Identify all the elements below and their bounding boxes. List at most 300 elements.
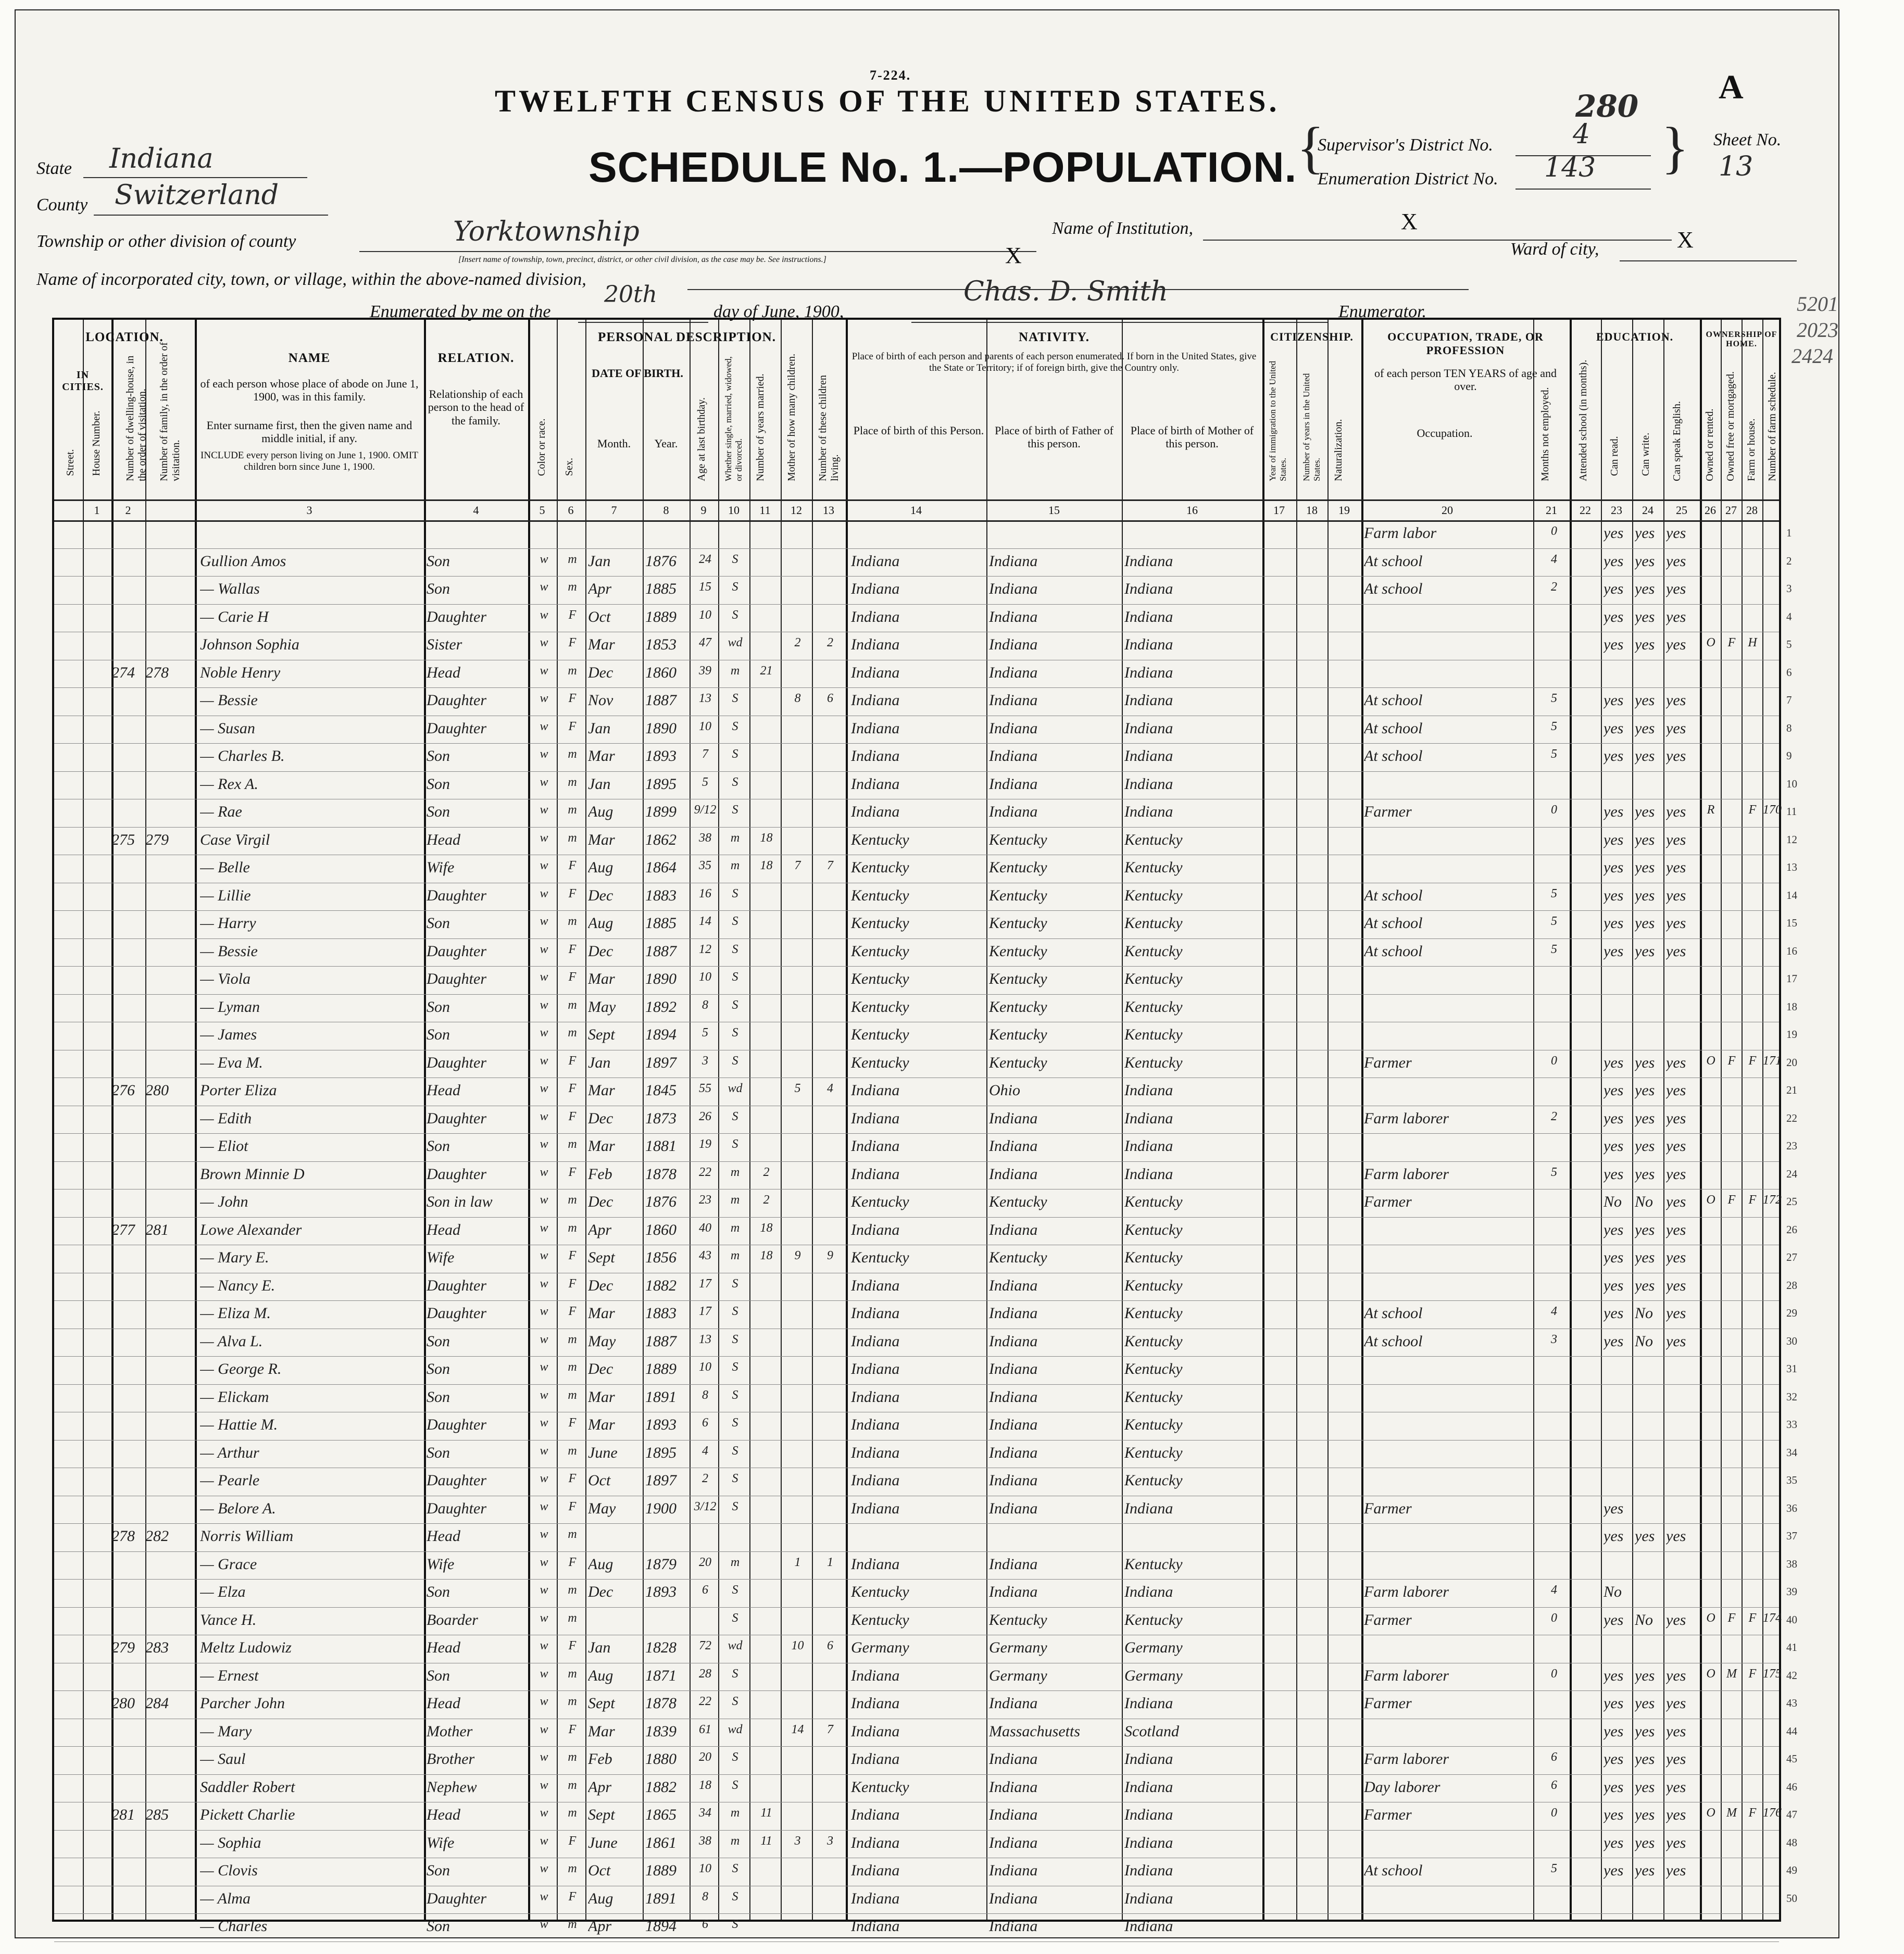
- children-born: 3: [794, 1834, 801, 1848]
- table-row: [54, 966, 1797, 994]
- can-read: yes: [1604, 692, 1624, 709]
- color: w: [540, 747, 548, 761]
- relation: Son: [427, 580, 450, 597]
- vh-years-us: Number of years in the United States.: [1301, 373, 1322, 481]
- months-unemployed: 4: [1551, 1305, 1557, 1318]
- months-unemployed: 2: [1551, 580, 1557, 594]
- can-speak-english: yes: [1666, 942, 1686, 960]
- vh-family: Number of family, in the order of visitation.: [158, 342, 182, 481]
- vh-months-employed: Months not employed.: [1539, 387, 1551, 481]
- birthplace-father: Kentucky: [989, 1026, 1047, 1043]
- color: w: [540, 1082, 548, 1095]
- marital-status: S: [732, 970, 738, 984]
- sex: F: [568, 1722, 577, 1736]
- birthplace-father: Indiana: [989, 1695, 1038, 1712]
- birthplace-mother: Indiana: [1124, 1834, 1173, 1851]
- group-location: LOCATION.: [85, 330, 164, 344]
- age: 6: [702, 1416, 708, 1430]
- line-number: 5: [1786, 638, 1792, 650]
- marital-status: S: [732, 1416, 738, 1430]
- table-row: [54, 632, 1792, 660]
- institution-underline: [1203, 240, 1672, 241]
- months-unemployed: 5: [1551, 1165, 1557, 1179]
- years-married: 2: [763, 1193, 770, 1207]
- farm-house: F: [1748, 1611, 1757, 1625]
- group-relation: RELATION.: [437, 351, 515, 365]
- months-unemployed: 0: [1551, 1667, 1557, 1681]
- birth-month: June: [588, 1444, 618, 1461]
- birth-year: 1885: [645, 915, 677, 932]
- birthplace-father: Indiana: [989, 1499, 1038, 1517]
- birth-year: 1828: [645, 1639, 677, 1656]
- occupation: Farm laborer: [1364, 1583, 1449, 1600]
- children-living: 3: [827, 1834, 833, 1848]
- line-number: 30: [1786, 1334, 1797, 1347]
- free-mortgaged: F: [1727, 1054, 1736, 1068]
- can-read: yes: [1604, 1527, 1624, 1545]
- years-married: 2: [763, 1165, 770, 1179]
- marital-status: S: [732, 998, 738, 1012]
- person-name: Vance H.: [200, 1611, 257, 1629]
- birthplace-mother: Indiana: [1124, 1918, 1173, 1935]
- sex: m: [568, 1918, 577, 1931]
- birthplace-mother: Indiana: [1124, 1778, 1173, 1796]
- institution-value: X: [1401, 209, 1418, 234]
- owned-rented: R: [1707, 803, 1715, 817]
- months-unemployed: 6: [1551, 1778, 1557, 1792]
- table-row: [54, 1746, 1797, 1774]
- months-unemployed: 4: [1551, 1583, 1557, 1597]
- birthplace-mother: Kentucky: [1124, 1193, 1183, 1210]
- table-row: [54, 743, 1792, 771]
- table-row: [54, 604, 1792, 632]
- relation: Sister: [427, 636, 462, 653]
- birthplace-father: Indiana: [989, 1137, 1038, 1155]
- age: 17: [699, 1276, 711, 1291]
- sex: F: [568, 1834, 577, 1848]
- can-speak-english: yes: [1666, 1109, 1686, 1127]
- color: w: [540, 663, 548, 678]
- relation-desc: Relationship of each person to the head of the family.: [428, 387, 524, 427]
- dwelling-number: 277: [111, 1221, 135, 1238]
- can-read: yes: [1604, 1276, 1624, 1294]
- children-born: 5: [794, 1082, 801, 1095]
- birthplace-person: Indiana: [851, 663, 900, 681]
- line-number: 17: [1786, 972, 1797, 985]
- can-read: yes: [1604, 1834, 1624, 1851]
- can-write: yes: [1635, 1862, 1655, 1879]
- children-born: 1: [794, 1555, 801, 1569]
- owned-rented: O: [1706, 1611, 1715, 1625]
- person-name: Pickett Charlie: [200, 1806, 295, 1823]
- vh-house: House Number.: [91, 410, 102, 476]
- table-row: [54, 1496, 1797, 1524]
- sex: F: [568, 692, 577, 705]
- state-value: Indiana: [109, 143, 214, 174]
- relation: Son: [427, 915, 450, 932]
- age: 38: [699, 831, 711, 845]
- can-read: yes: [1604, 915, 1624, 932]
- age: 8: [702, 1889, 708, 1903]
- table-row: [54, 1635, 1797, 1663]
- line-number: 16: [1786, 944, 1797, 957]
- birthplace-person: Indiana: [851, 1806, 900, 1823]
- color: w: [540, 1778, 548, 1792]
- can-read: yes: [1604, 1332, 1624, 1350]
- person-name: Johnson Sophia: [200, 636, 299, 653]
- birthplace-mother: Indiana: [1124, 747, 1173, 765]
- birth-year: 1894: [645, 1918, 677, 1935]
- birth-year: 1860: [645, 663, 677, 681]
- sex: m: [568, 1527, 577, 1541]
- relation: Son: [427, 775, 450, 793]
- birth-month: Mar: [588, 636, 615, 653]
- can-write: yes: [1635, 524, 1655, 542]
- farm-house: F: [1748, 1806, 1757, 1820]
- line-number: 26: [1786, 1223, 1797, 1236]
- color: w: [540, 998, 548, 1012]
- months-unemployed: 5: [1551, 747, 1557, 761]
- color: w: [540, 942, 548, 956]
- table-row: [54, 1245, 1797, 1273]
- line-number: 21: [1786, 1084, 1797, 1096]
- birthplace-person: Indiana: [851, 1276, 900, 1294]
- marital-status: S: [732, 1360, 738, 1374]
- can-write: No: [1635, 1305, 1654, 1322]
- birthplace-father: Ohio: [989, 1082, 1020, 1099]
- birthplace-person: Indiana: [851, 1862, 900, 1879]
- can-read: yes: [1604, 1499, 1624, 1517]
- birthplace-father: Indiana: [989, 1555, 1038, 1573]
- family-number: 280: [145, 1082, 169, 1099]
- color: w: [540, 1165, 548, 1179]
- relation: Daughter: [427, 719, 486, 737]
- line-number: 38: [1786, 1557, 1797, 1570]
- children-living: 6: [827, 1639, 833, 1652]
- person-name: — Eliot: [200, 1137, 248, 1155]
- person-name: Case Virgil: [200, 831, 270, 848]
- sex: m: [568, 1388, 577, 1402]
- birthplace-person: Indiana: [851, 1499, 900, 1517]
- person-name: — Nancy E.: [200, 1276, 275, 1294]
- sex: F: [568, 1472, 577, 1485]
- birth-year: 1856: [645, 1249, 677, 1266]
- line-number: 36: [1786, 1501, 1797, 1514]
- marital-status: S: [732, 1611, 738, 1625]
- person-name: Saddler Robert: [200, 1778, 295, 1796]
- can-read: yes: [1604, 552, 1624, 570]
- owned-rented: O: [1706, 1054, 1715, 1068]
- can-write: yes: [1635, 915, 1655, 932]
- relation: Daughter: [427, 1499, 486, 1517]
- birth-year: 1889: [645, 608, 677, 625]
- age: 12: [699, 942, 711, 956]
- can-speak-english: yes: [1666, 580, 1686, 597]
- marital-status: S: [732, 886, 738, 900]
- sex: m: [568, 1806, 577, 1820]
- supervisor-value: 4: [1573, 119, 1590, 150]
- birthplace-person: Indiana: [851, 1137, 900, 1155]
- can-write: yes: [1635, 942, 1655, 960]
- farm-house: H: [1748, 636, 1757, 649]
- birth-year: 1889: [645, 1862, 677, 1879]
- family-number: 284: [145, 1695, 169, 1712]
- birthplace-mother: Indiana: [1124, 1165, 1173, 1183]
- color: w: [540, 1639, 548, 1652]
- birth-year: 1878: [645, 1695, 677, 1712]
- can-speak-english: yes: [1666, 524, 1686, 542]
- occupation: Farmer: [1364, 803, 1412, 820]
- birthplace-person: Indiana: [851, 1750, 900, 1768]
- birth-month: Feb: [588, 1165, 612, 1183]
- birthplace-person: Indiana: [851, 747, 900, 765]
- birth-month: May: [588, 1332, 616, 1350]
- relation: Son: [427, 803, 450, 820]
- farm-schedule-number: 175: [1763, 1667, 1782, 1681]
- farm-schedule-number: 174: [1763, 1611, 1782, 1625]
- birthplace-mother: Kentucky: [1124, 1611, 1183, 1629]
- can-write: yes: [1635, 1165, 1655, 1183]
- table-row: [54, 1830, 1797, 1858]
- marital-status: wd: [728, 1639, 743, 1652]
- relation: Head: [427, 1806, 460, 1823]
- city-label: Name of incorporated city, town, or village, within the above-named division,: [36, 270, 586, 289]
- children-born: 8: [794, 692, 801, 705]
- birth-month: Mar: [588, 1388, 615, 1406]
- birthplace-person: Indiana: [851, 1221, 900, 1238]
- line-number: 8: [1786, 721, 1792, 734]
- group-in-cities: IN CITIES.: [62, 369, 104, 393]
- can-write: yes: [1635, 719, 1655, 737]
- birthplace-father: Kentucky: [989, 886, 1047, 904]
- birthplace-father: Indiana: [989, 580, 1038, 597]
- owned-rented: O: [1706, 1806, 1715, 1820]
- birthplace-father: Kentucky: [989, 1054, 1047, 1071]
- birthplace-mother: Kentucky: [1124, 1276, 1183, 1294]
- age: 17: [699, 1305, 711, 1318]
- person-name: — Harry: [200, 915, 256, 932]
- column-number: 17: [1273, 504, 1285, 517]
- color: w: [540, 775, 548, 789]
- pob-father-header: Place of birth of Father of this person.: [995, 424, 1113, 450]
- sex: F: [568, 970, 577, 984]
- free-mortgaged: F: [1727, 1611, 1736, 1625]
- person-name: — Alma: [200, 1889, 250, 1907]
- owned-rented: O: [1706, 1193, 1715, 1207]
- can-write: yes: [1635, 1834, 1655, 1851]
- birthplace-father: Indiana: [989, 1834, 1038, 1851]
- can-speak-english: yes: [1666, 886, 1686, 904]
- birthplace-father: Kentucky: [989, 915, 1047, 932]
- occupation: At school: [1364, 580, 1423, 597]
- table-row: [54, 1300, 1797, 1329]
- line-number: 31: [1786, 1362, 1797, 1375]
- birthplace-father: Indiana: [989, 1778, 1038, 1796]
- person-name: — Rex A.: [200, 775, 258, 793]
- birthplace-mother: Kentucky: [1124, 1388, 1183, 1406]
- birthplace-person: Kentucky: [851, 998, 909, 1016]
- color: w: [540, 1305, 548, 1318]
- age: 34: [699, 1806, 711, 1820]
- person-name: Norris William: [200, 1527, 294, 1545]
- state-underline: [83, 177, 307, 178]
- children-living: 1: [827, 1555, 833, 1569]
- person-name: — Susan: [200, 719, 255, 737]
- birth-month: Aug: [588, 803, 613, 820]
- county-label: County: [36, 195, 88, 215]
- birthplace-mother: Kentucky: [1124, 942, 1183, 960]
- occupation: At school: [1364, 886, 1423, 904]
- birth-month: Aug: [588, 915, 613, 932]
- township-underline: [359, 251, 1036, 252]
- column-number: 19: [1338, 504, 1350, 517]
- birthplace-father: Kentucky: [989, 970, 1047, 987]
- table-row: [54, 548, 1792, 577]
- can-write: yes: [1635, 1249, 1655, 1266]
- margin-note-1: 5201: [1797, 292, 1838, 316]
- table-row: [54, 687, 1792, 716]
- table-row: [54, 660, 1792, 688]
- birth-month: May: [588, 1499, 616, 1517]
- can-write: yes: [1635, 1778, 1655, 1796]
- birth-month: Mar: [588, 1082, 615, 1099]
- birthplace-person: Kentucky: [851, 942, 909, 960]
- can-speak-english: yes: [1666, 552, 1686, 570]
- birth-year: 1889: [645, 1360, 677, 1377]
- birthplace-mother: Indiana: [1124, 1889, 1173, 1907]
- family-number: 278: [145, 663, 169, 681]
- occupation: At school: [1364, 1862, 1423, 1879]
- can-write: yes: [1635, 580, 1655, 597]
- birthplace-father: Indiana: [989, 1276, 1038, 1294]
- marital-status: S: [732, 719, 738, 733]
- relation: Son: [427, 1583, 450, 1600]
- can-speak-english: yes: [1666, 1249, 1686, 1266]
- ward-label: Ward of city,: [1510, 240, 1599, 259]
- birthplace-mother: Germany: [1124, 1667, 1183, 1684]
- line-number: 22: [1786, 1111, 1797, 1124]
- birthplace-mother: Indiana: [1124, 1499, 1173, 1517]
- can-speak-english: yes: [1666, 915, 1686, 932]
- census-title: TWELFTH CENSUS OF THE UNITED STATES.: [495, 84, 1280, 118]
- can-speak-english: yes: [1666, 1221, 1686, 1238]
- column-number: 26: [1705, 504, 1716, 517]
- children-living: 6: [827, 692, 833, 705]
- line-number: 46: [1786, 1780, 1797, 1793]
- sex: m: [568, 1221, 577, 1235]
- can-speak-english: yes: [1666, 1193, 1686, 1210]
- occupation: At school: [1364, 719, 1423, 737]
- birthplace-person: Indiana: [851, 608, 900, 625]
- months-unemployed: 5: [1551, 886, 1557, 900]
- color: w: [540, 1527, 548, 1541]
- sex: F: [568, 608, 577, 622]
- occupation: Day laborer: [1364, 1778, 1440, 1796]
- birthplace-person: Indiana: [851, 552, 900, 570]
- relation: Daughter: [427, 608, 486, 625]
- can-write: yes: [1635, 1667, 1655, 1684]
- birth-year: 1881: [645, 1137, 677, 1155]
- group-nativity: NATIVITY.: [1018, 330, 1090, 344]
- birth-year: 1891: [645, 1889, 677, 1907]
- birth-month: Dec: [588, 663, 613, 681]
- birthplace-mother: Kentucky: [1124, 1249, 1183, 1266]
- can-write: yes: [1635, 1527, 1655, 1545]
- can-speak-english: yes: [1666, 608, 1686, 625]
- vh-write: Can write.: [1640, 432, 1651, 476]
- can-write: yes: [1635, 692, 1655, 709]
- can-write: yes: [1635, 1750, 1655, 1768]
- column-number: 22: [1580, 504, 1591, 517]
- occupation: Farm laborer: [1364, 1109, 1449, 1127]
- right-brace: }: [1661, 116, 1689, 179]
- birthplace-father: Indiana: [989, 1416, 1038, 1433]
- table-row: [54, 855, 1797, 883]
- can-speak-english: yes: [1666, 747, 1686, 765]
- vh-free: Owned free or mortgaged.: [1725, 371, 1736, 481]
- age: 55: [699, 1082, 711, 1095]
- table-row: [54, 520, 1792, 548]
- column-number: 23: [1611, 504, 1622, 517]
- can-write: yes: [1635, 1054, 1655, 1071]
- can-read: yes: [1604, 886, 1624, 904]
- person-name: — Lillie: [200, 886, 251, 904]
- age: 4: [702, 1444, 708, 1458]
- can-write: yes: [1635, 747, 1655, 765]
- birthplace-person: Kentucky: [851, 859, 909, 876]
- birth-year: 1895: [645, 775, 677, 793]
- occupation: At school: [1364, 1305, 1423, 1322]
- enumeration-underline: [1515, 189, 1651, 190]
- age: 72: [699, 1639, 711, 1652]
- table-row: [54, 1078, 1797, 1106]
- birthplace-mother: Kentucky: [1124, 1221, 1183, 1238]
- date-of-birth: DATE OF BIRTH.: [592, 367, 683, 380]
- column-number: 2: [125, 504, 131, 517]
- county-underline: [94, 215, 328, 216]
- birthplace-person: Indiana: [851, 1555, 900, 1573]
- can-read: yes: [1604, 1695, 1624, 1712]
- person-name: Lowe Alexander: [200, 1221, 302, 1238]
- institution-label: Name of Institution,: [1052, 219, 1194, 238]
- birth-year: 1860: [645, 1221, 677, 1238]
- relation: Son in law: [427, 1193, 493, 1210]
- group-personal: PERSONAL DESCRIPTION.: [598, 330, 776, 344]
- name-instr: Enter surname first, then the given name and middle initial, if any.: [206, 419, 412, 445]
- can-write: yes: [1635, 1082, 1655, 1099]
- birth-month: Apr: [588, 1918, 611, 1935]
- sex: F: [568, 1165, 577, 1179]
- marital-status: S: [732, 1109, 738, 1123]
- birthplace-mother: Kentucky: [1124, 970, 1183, 987]
- color: w: [540, 1109, 548, 1123]
- birthplace-person: Kentucky: [851, 1193, 909, 1210]
- birth-month: Feb: [588, 1750, 612, 1768]
- birthplace-mother: Indiana: [1124, 1082, 1173, 1099]
- birthplace-father: Indiana: [989, 1360, 1038, 1377]
- color: w: [540, 1332, 548, 1346]
- vh-schedule: Number of farm schedule.: [1767, 372, 1778, 481]
- sex: m: [568, 1611, 577, 1625]
- nativity-desc: Place of birth of each person and parents of each person enumerated. If born in the United States, give the State or Territory; if of foreign birth, give the Country only.: [851, 351, 1257, 373]
- group-occupation: OCCUPATION, TRADE, OR PROFESSION: [1387, 330, 1544, 357]
- birth-year: 1853: [645, 636, 677, 653]
- age: 40: [699, 1221, 711, 1235]
- marital-status: m: [730, 663, 740, 678]
- marital-status: S: [732, 1388, 738, 1402]
- can-read: yes: [1604, 719, 1624, 737]
- group-citizenship: CITIZENSHIP.: [1270, 330, 1354, 343]
